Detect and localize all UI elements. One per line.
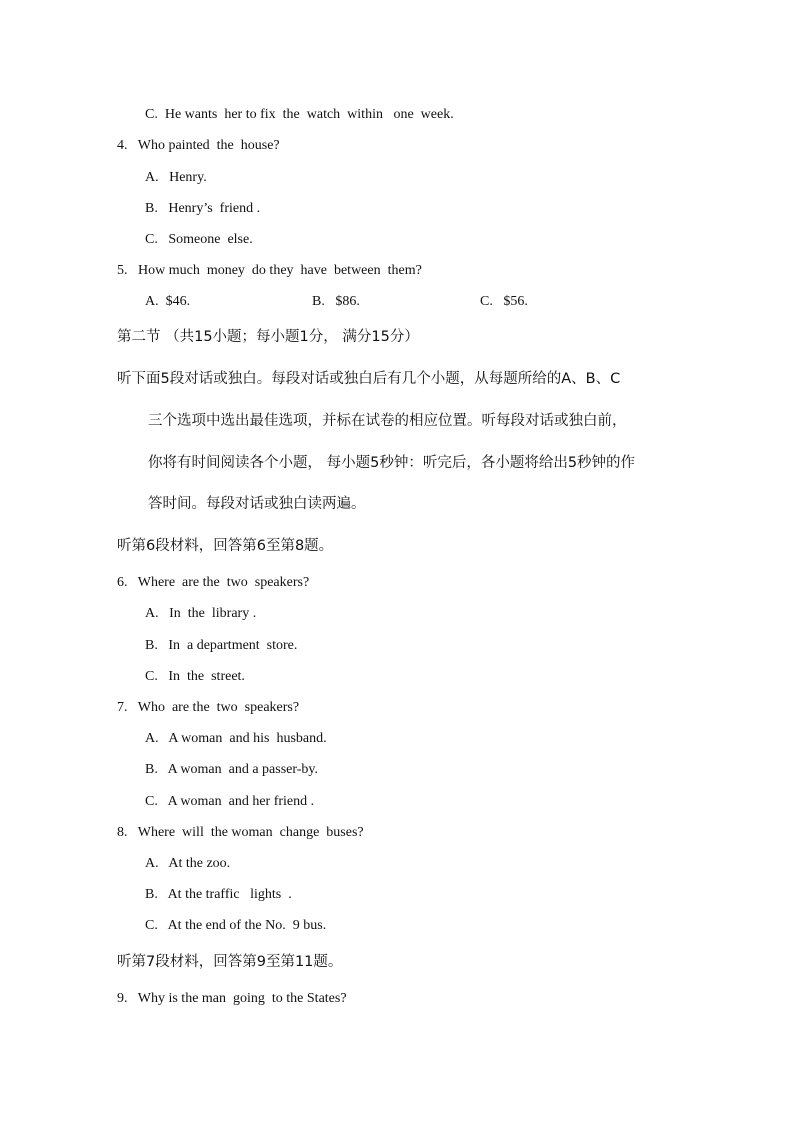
passage-6-heading: 听第6段材料，回答第6至第8题。 xyxy=(117,538,334,554)
passage-7-heading: 听第7段材料，回答第9至第11题。 xyxy=(117,954,343,970)
option-8a: A. At the zoo. xyxy=(145,856,231,871)
instructions-line-4: 答时间。每段对话或独白读两遍。 xyxy=(148,496,366,512)
instructions-line-3: 你将有时间阅读各个小题， 每小题5秒钟：听完后，各小题将给出5秒钟的作 xyxy=(148,455,636,471)
option-4a: A. Henry. xyxy=(145,170,207,185)
option-7c: C. A woman and her friend . xyxy=(145,794,315,809)
option-6c: C. In the street. xyxy=(145,669,245,684)
instructions-line-1: 听下面5段对话或独白。每段对话或独白后有几个小题，从每题所给的A、B、C xyxy=(117,371,621,387)
section-heading: 第二节 （共15小题；每小题1分， 满分15分） xyxy=(117,329,419,345)
option-4b: B. Henry’s friend . xyxy=(145,201,261,216)
question-8: 8. Where will the woman change buses? xyxy=(117,825,364,840)
option-8c: C. At the end of the No. 9 bus. xyxy=(145,918,327,933)
option-7a: A. A woman and his husband. xyxy=(145,731,327,746)
option-6b: B. In a department store. xyxy=(145,638,298,653)
option-4c: C. Someone else. xyxy=(145,232,253,247)
option-3c: C. He wants her to fix the watch within one week. xyxy=(145,107,454,122)
option-5c: C. $56. xyxy=(480,294,528,309)
question-5: 5. How much money do they have between them? xyxy=(117,263,422,278)
question-4: 4. Who painted the house? xyxy=(117,138,280,153)
question-9: 9. Why is the man going to the States? xyxy=(117,991,347,1006)
option-6a: A. In the library . xyxy=(145,606,257,621)
instructions-line-2: 三个选项中选出最佳选项，并标在试卷的相应位置。听每段对话或独白前， xyxy=(148,413,627,429)
question-7: 7. Who are the two speakers? xyxy=(117,700,300,715)
option-5a: A. $46. xyxy=(145,294,191,309)
option-7b: B. A woman and a passer-by. xyxy=(145,762,319,777)
question-6: 6. Where are the two speakers? xyxy=(117,575,310,590)
option-8b: B. At the traffic lights . xyxy=(145,887,292,902)
option-5b: B. $86. xyxy=(312,294,360,309)
